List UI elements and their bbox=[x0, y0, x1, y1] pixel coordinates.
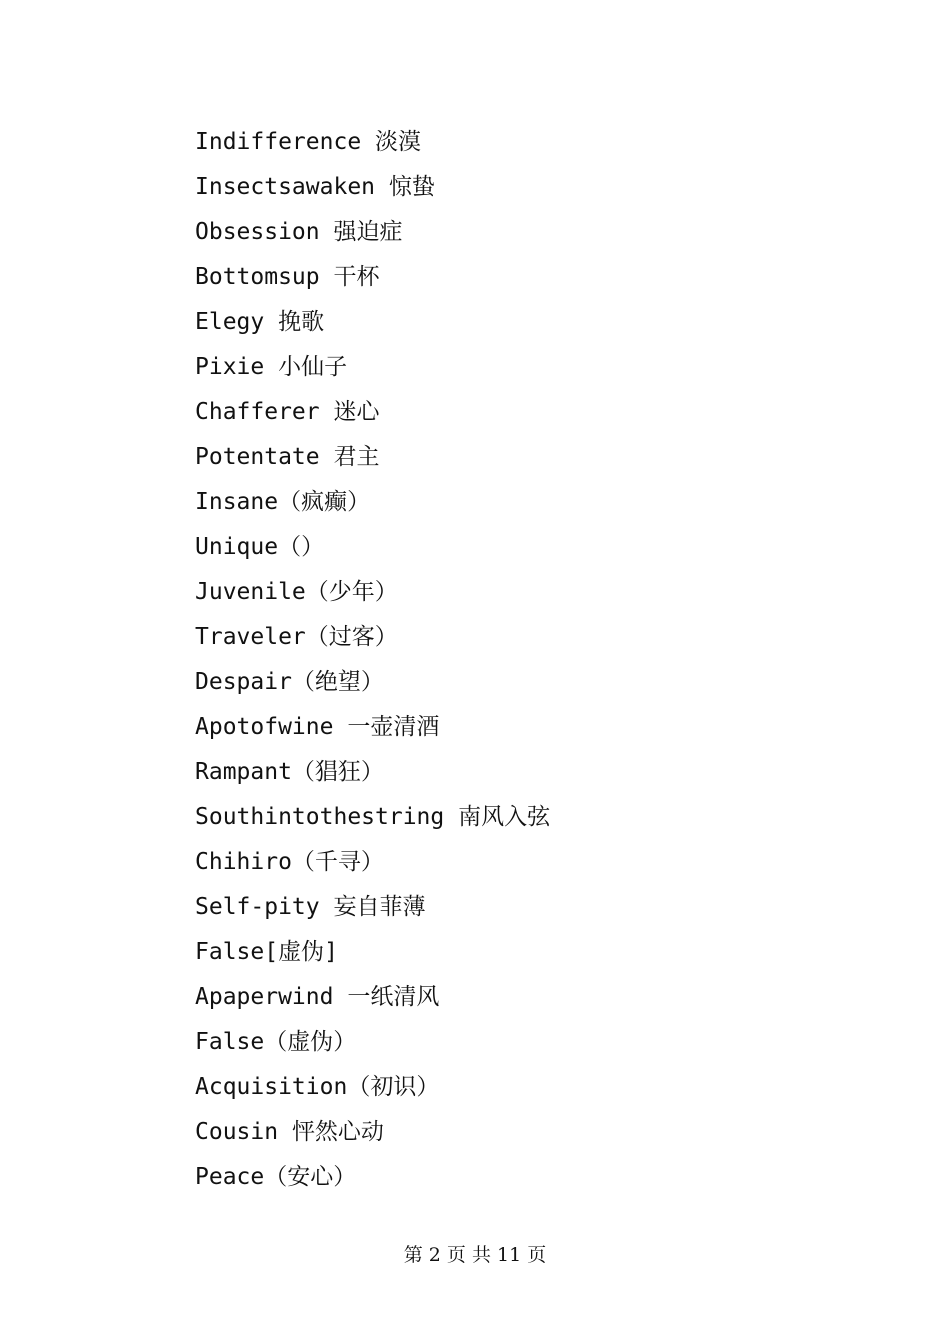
vocabulary-list bbox=[195, 120, 550, 1200]
list-item: Self-pity 妄自菲薄 bbox=[195, 894, 426, 920]
list-item: False[虚伪] bbox=[195, 939, 338, 965]
list-item: Chafferer 迷心 bbox=[195, 399, 380, 425]
list-item: Insane（疯癫） bbox=[195, 489, 371, 515]
list-item: Elegy 挽歌 bbox=[195, 309, 325, 335]
list-item: Cousin 怦然心动 bbox=[195, 1119, 384, 1145]
list-item: Chihiro（千寻） bbox=[195, 849, 384, 875]
list-item: Insectsawaken 惊蛰 bbox=[195, 174, 435, 200]
list-item: False（虚伪） bbox=[195, 1029, 357, 1055]
list-item: Peace（安心） bbox=[195, 1164, 357, 1190]
list-item: Potentate 君主 bbox=[195, 444, 380, 470]
list-item: Acquisition（初识） bbox=[195, 1074, 440, 1100]
list-item: Traveler（过客） bbox=[195, 624, 398, 650]
list-item: Apaperwind 一纸清风 bbox=[195, 984, 440, 1010]
list-item: Rampant（猖狂） bbox=[195, 759, 384, 785]
page-number-footer: 第 2 页 共 11 页 bbox=[403, 1244, 547, 1266]
list-item: Southintothestring 南风入弦 bbox=[195, 804, 551, 830]
list-item: Indifference 淡漠 bbox=[195, 129, 422, 155]
list-item: Juvenile（少年） bbox=[195, 579, 398, 605]
list-item: Despair（绝望） bbox=[195, 669, 384, 695]
list-item: Apotofwine 一壶清酒 bbox=[195, 714, 440, 740]
list-item: Unique（） bbox=[195, 534, 325, 560]
list-item: Obsession 强迫症 bbox=[195, 219, 403, 245]
list-item: Pixie 小仙子 bbox=[195, 354, 348, 380]
list-item: Bottomsup 干杯 bbox=[195, 264, 380, 290]
